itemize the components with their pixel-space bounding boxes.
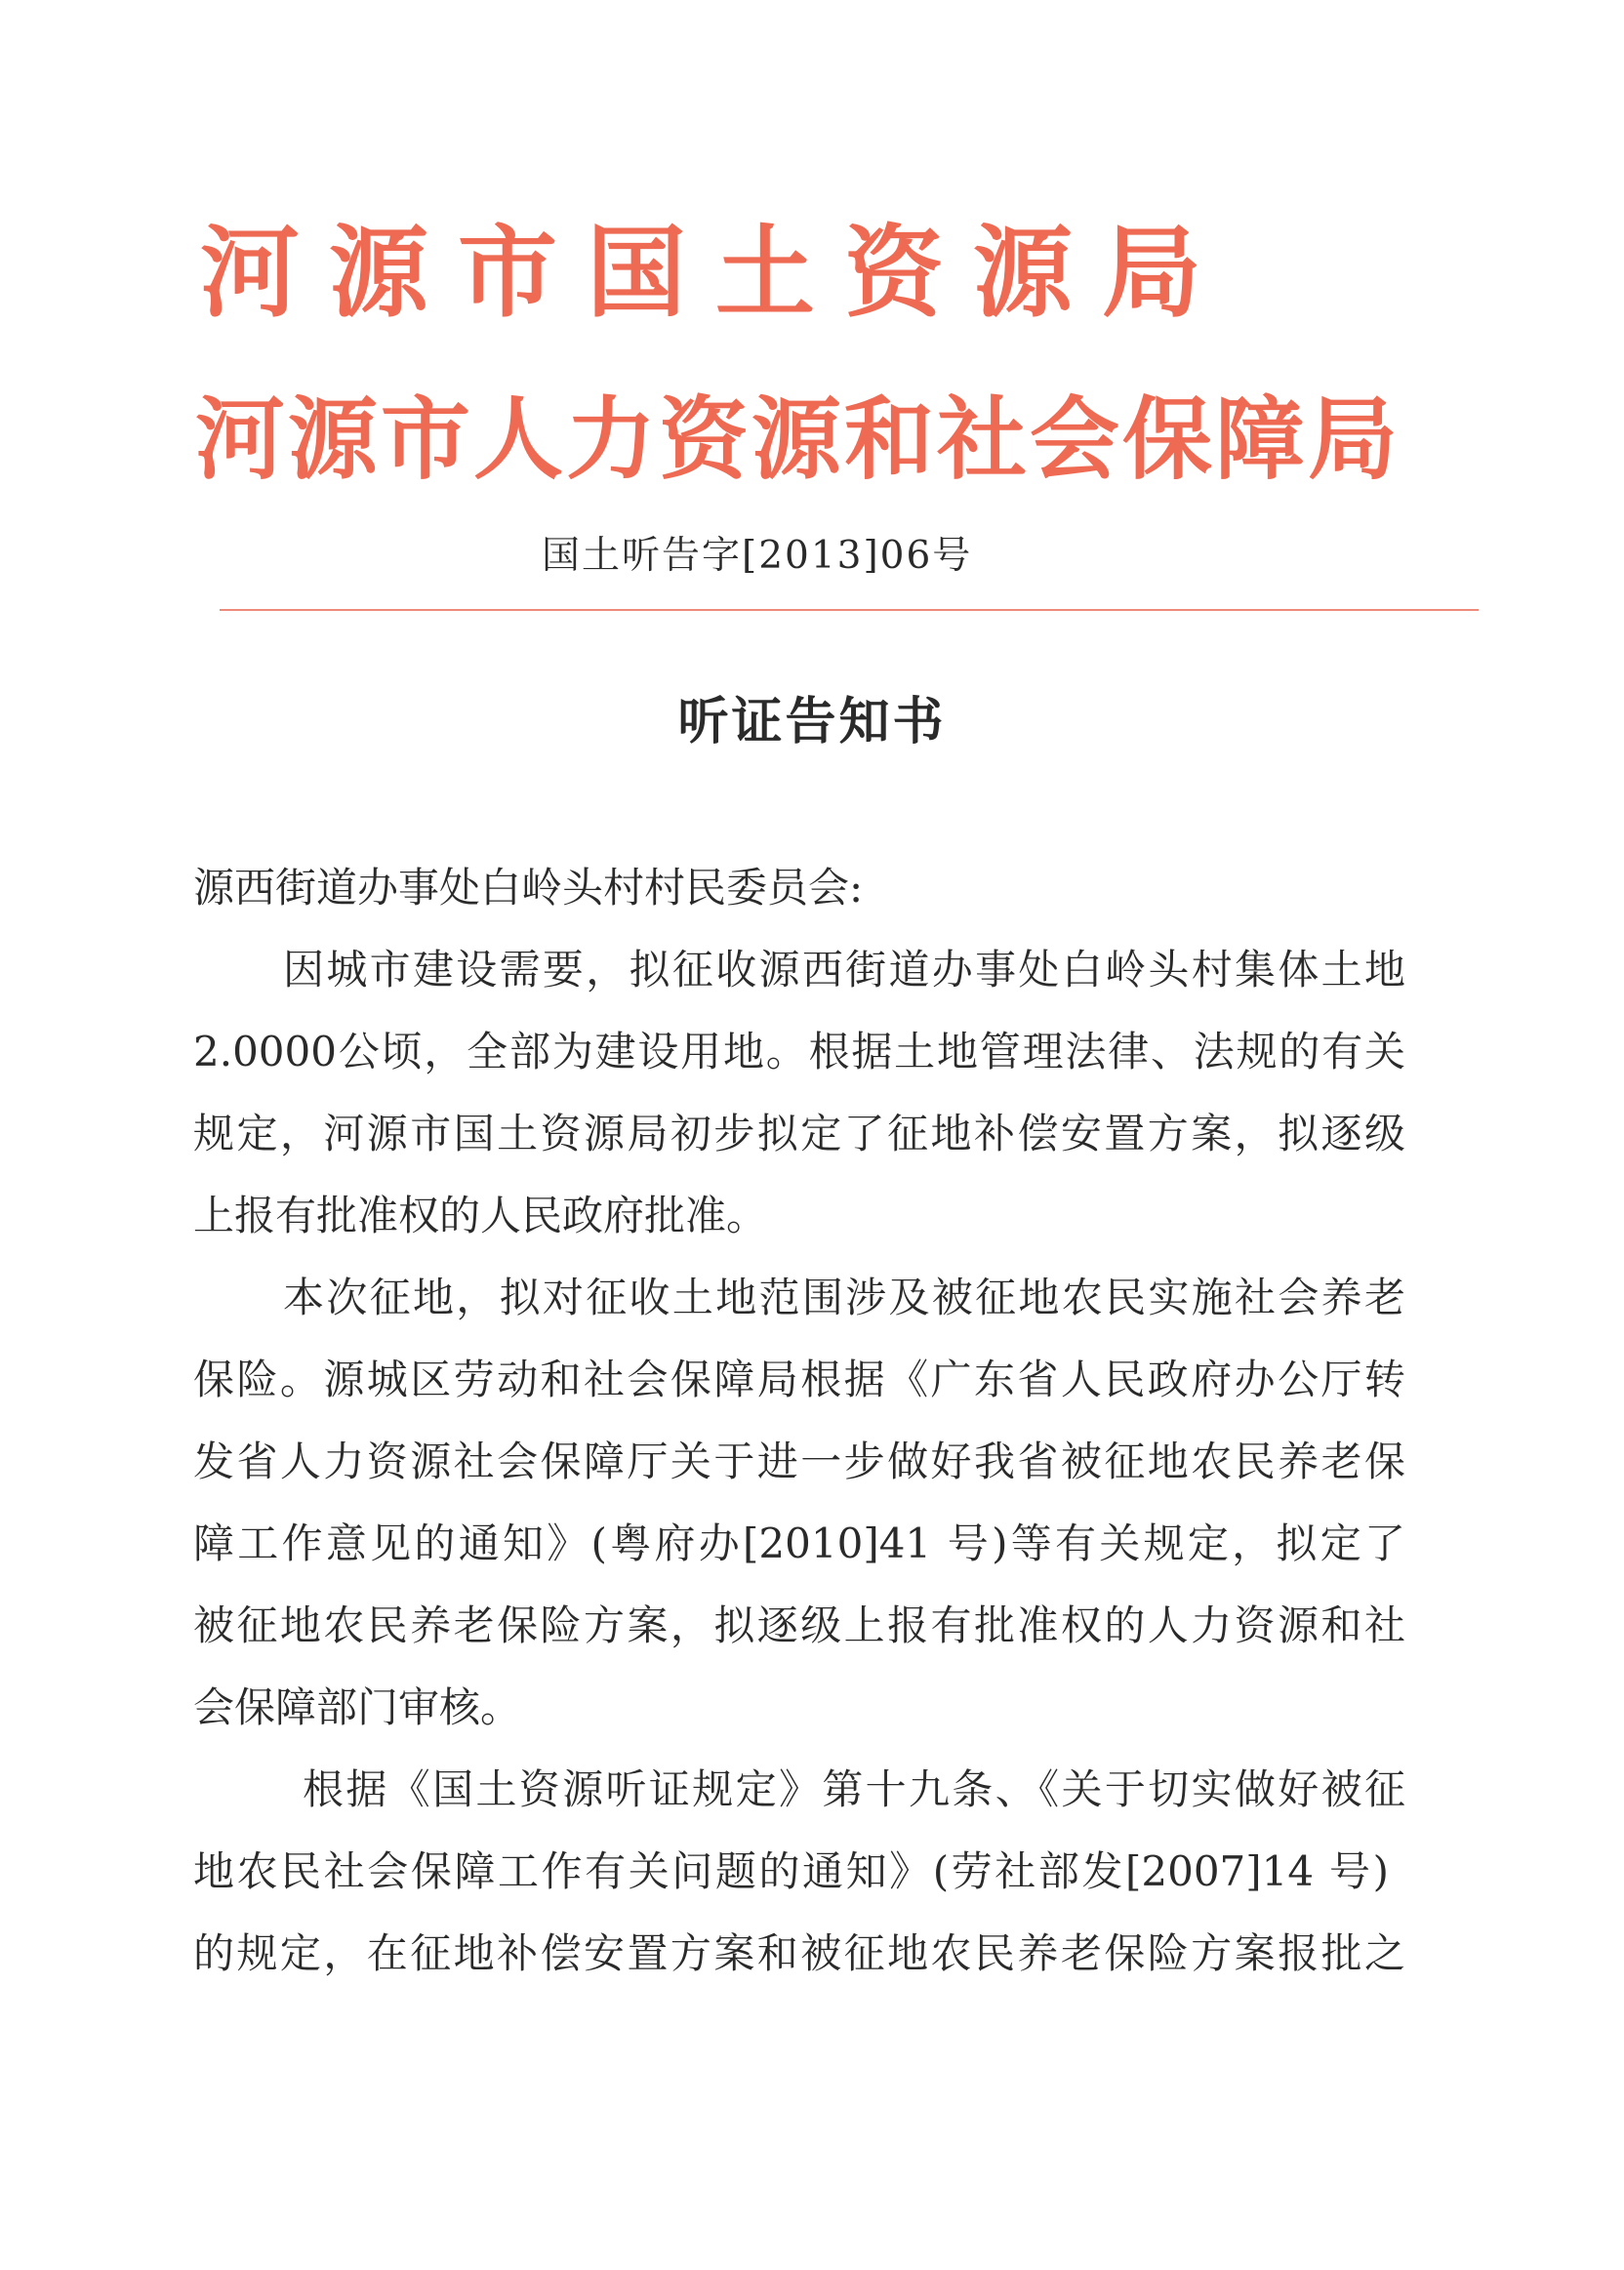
document-number: 国土听告字[2013]06号	[542, 534, 973, 578]
paragraph-2-line-6: 会保障部门审核。	[193, 1683, 522, 1731]
paragraph-1-line-1: 因城市建设需要，拟征收源西街道办事处白岭头村集体土地	[283, 946, 1405, 993]
paragraph-2-line-3: 发省人力资源社会保障厅关于进一步做好我省被征地农民养老保	[193, 1438, 1405, 1485]
paragraph-1-line-4: 上报有批准权的人民政府批准。	[193, 1192, 768, 1239]
document-title: 听证告知书	[677, 692, 947, 751]
addressee-line: 源西街道办事处白岭头村村民委员会:	[193, 864, 864, 912]
paragraph-2-line-5: 被征地农民养老保险方案，拟逐级上报有批准权的人力资源和社	[193, 1601, 1405, 1649]
paragraph-2-line-2: 保险。源城区劳动和社会保障局根据《广东省人民政府办公厅转	[193, 1356, 1405, 1403]
header-divider	[220, 609, 1479, 611]
paragraph-1-line-2: 2.0000公顷，全部为建设用地。根据土地管理法律、法规的有关	[193, 1028, 1405, 1075]
paragraph-2-line-4: 障工作意见的通知》(粤府办[2010]41 号)等有关规定，拟定了	[193, 1520, 1405, 1567]
issuing-org-land-resources-bureau: 河源市国土资源局	[200, 215, 1231, 332]
paragraph-3-line-3: 的规定，在征地补偿安置方案和被征地农民养老保险方案报批之	[193, 1929, 1405, 1977]
paragraph-1-line-3: 规定，河源市国土资源局初步拟定了征地补偿安置方案，拟逐级	[193, 1110, 1405, 1157]
paragraph-3-line-1: 根据《国土资源听证规定》第十九条、《关于切实做好被征	[303, 1765, 1405, 1813]
paragraph-2-line-1: 本次征地，拟对征收土地范围涉及被征地农民实施社会养老	[283, 1274, 1405, 1321]
issuing-org-human-resources-bureau: 河源市人力资源和社会保障局	[195, 386, 1401, 492]
paragraph-3-line-2: 地农民社会保障工作有关问题的通知》(劳社部发[2007]14 号)	[193, 1847, 1389, 1895]
